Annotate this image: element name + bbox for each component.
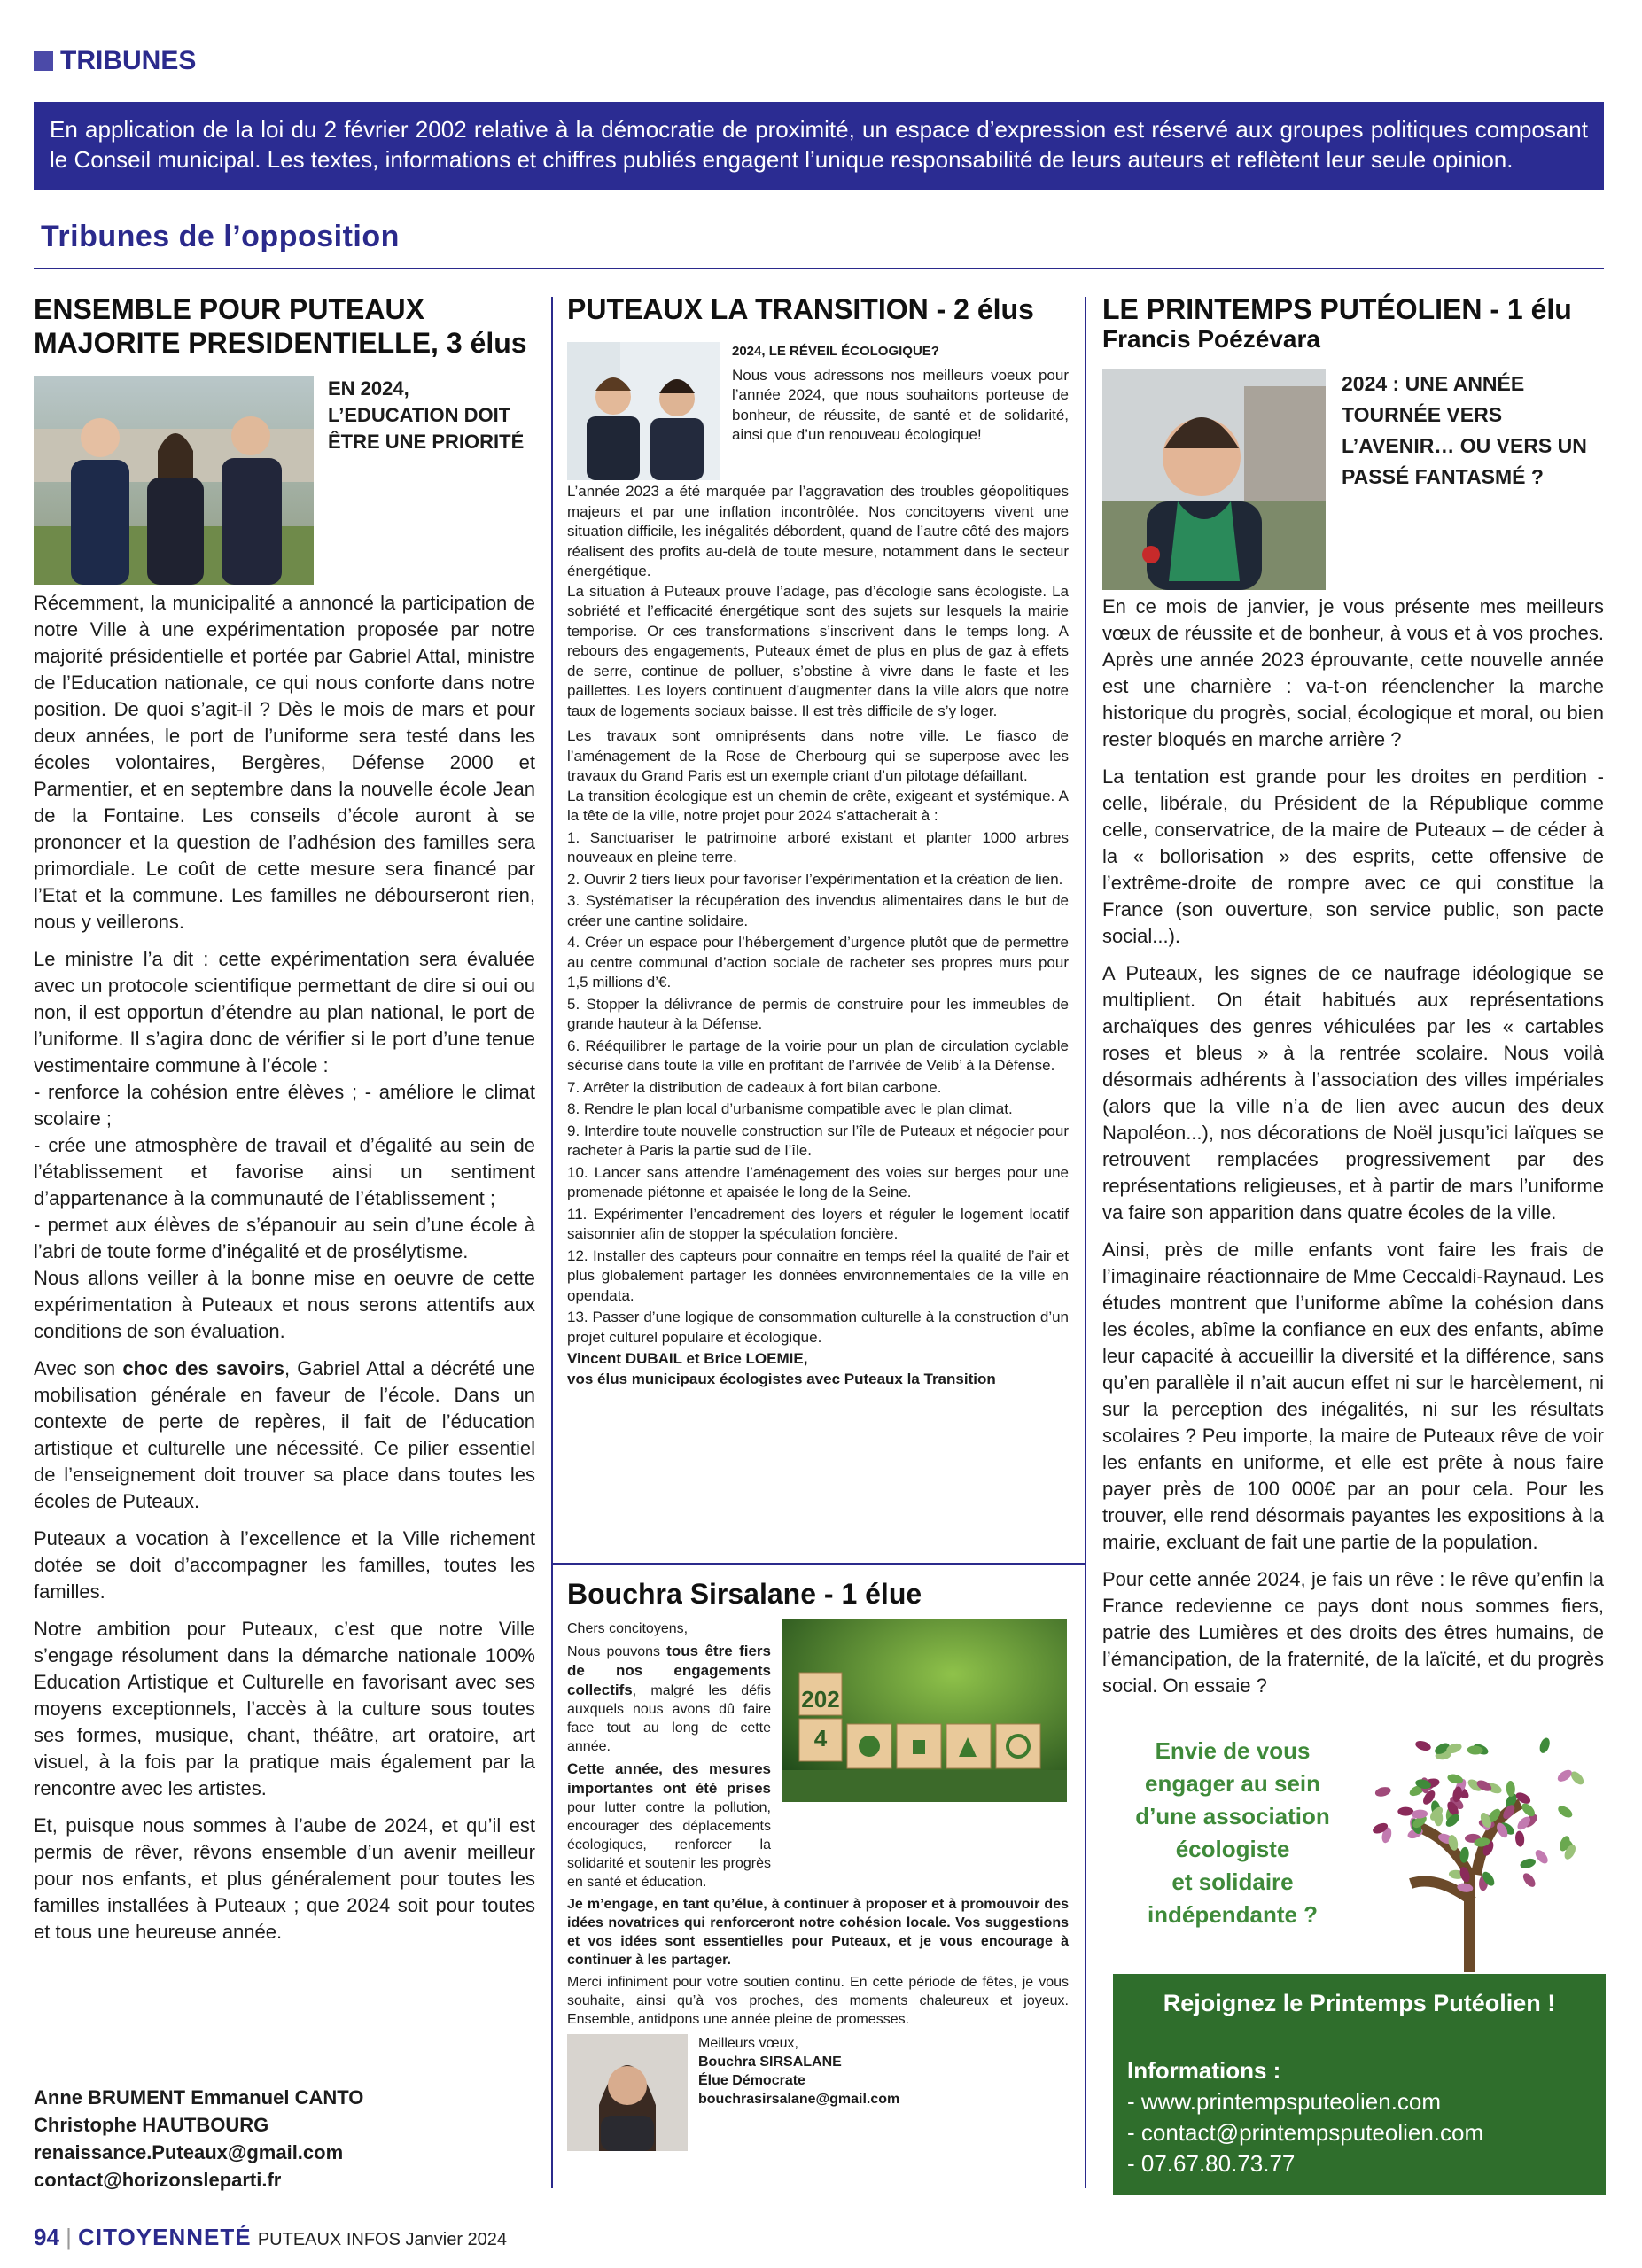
program-item: 4. Créer un espace pour l’hébergement d’urgence plutôt que de permettre au centre communal d’action sociale de racheter ses propres murs pour 1,5 millions d’€. [567, 934, 1069, 990]
tree-leaf [1519, 1857, 1537, 1870]
tree-leaf [1397, 1807, 1413, 1816]
signature-line: Christophe HAUTBOURG [34, 2114, 269, 2136]
ad-line: engager au sein [1145, 1770, 1320, 1797]
col1-paragraph: Puteaux a vocation à l’excellence et la Ville richement dotée se doit d’accompagner les familles, toutes les familles. [34, 1527, 535, 1603]
column-transition [567, 292, 1069, 1389]
col1-paragraph: Et, puisque nous sommes à l’aube de 2024, et qu’il est permis de rêver, rêvons ensemble d’un avenir meilleur pour nos enfants, et plus généralement pour toutes les familles installées à Puteaux ; que 2024 soit pour toutes et tous une heureuse année. [34, 1814, 535, 1943]
page-number: 94 [34, 2224, 59, 2250]
col1-paragraph: - renforce la cohésion entre élèves ; - améliore le climat scolaire ; [34, 1081, 535, 1130]
website-link[interactable]: - www.printempsputeolien.com [1127, 2088, 1442, 2115]
tree-leaf [1538, 1736, 1552, 1754]
program-item: 3. Systématiser la récupération des invendus alimentaires dans le but de créer une cantine solidaire. [567, 892, 1069, 929]
tree-leaf [1521, 1871, 1537, 1889]
program-item: 6. Rééquilibrer le partage de la voirie pour un plan de circulation cyclable sécurisé dans toute la ville en profitant de l’arrivée de Velib’ à la Défense. [567, 1037, 1069, 1074]
program-item: 10. Lancer sans attendre l’aménagement des voies sur berges pour une promenade piétonne et apaisée le long de la Seine. [567, 1163, 1069, 1200]
column-bouchra [567, 1577, 1069, 2151]
footer-section: CITOYENNETÉ [78, 2224, 252, 2250]
text-run-bold: choc des savoirs [122, 1357, 284, 1379]
program-item: 7. Arrêter la distribution de cadeaux à fort bilan carbone. [567, 1078, 942, 1096]
text-run: Avec son [34, 1357, 123, 1379]
column-ensemble [34, 292, 535, 1956]
ad-question [1122, 1735, 1343, 1931]
tree-leaf [1556, 1804, 1575, 1820]
tree-icon [1361, 1724, 1591, 1972]
col1-paragraph: Le ministre l’a dit : cette expérimentation sera évaluée avec un protocole scientifique permettant de dire si oui ou non, il est opportun d’étendre au plan national, le port de l’uniforme. Il s’agira donc de vérifier si le port d’une tenue vestimentaire commune à l’école : [34, 948, 535, 1076]
col2b-paragraph: Merci infiniment pour votre soutien continu. En cette période de fêtes, je vous souhaite, ainsi qu’à vos proches, des moments chaleureux et joyeux. Ensemble, antidpons une année pleine de promesses. [567, 1975, 1069, 2027]
square-icon [34, 51, 53, 71]
col3-paragraph: Pour cette année 2024, je fais un rêve : le rêve qu’enfin la France redevienne ce pays dont nous sommes fiers, patrie des Lumières et des droits des êtres humains, de l’émancipation, de la fraternité, de la laïcité, et du progrès social. On essaie ? [1102, 1568, 1604, 1697]
footer-publication: PUTEAUX INFOS Janvier 2024 [257, 2230, 508, 2249]
signature-line: Élue Démocrate [698, 2073, 805, 2088]
text-run: pour lutter contre la pollution, encourager des déplacements écologiques, renforcer la solidarité et soutenir les progrès en santé et éducation. [567, 1800, 771, 1890]
cube-year-label: 2024 [801, 1686, 840, 1751]
ad-info [1127, 2055, 1483, 2179]
program-item: 9. Interdire toute nouvelle construction sur l’île de Puteaux et négocier pour racheter à Paris la partie sud de l’île. [567, 1122, 1069, 1159]
ad-line: Envie de vous [1155, 1737, 1311, 1764]
col1-kicker: EN 2024, L’EDUCATION DOIT ÊTRE UNE PRIORITÉ [328, 377, 525, 453]
francis-portrait [1102, 369, 1326, 590]
column-printemps [1102, 292, 1604, 1710]
ad-contact-box [1113, 1974, 1606, 2195]
ad-line: indépendante ? [1147, 1901, 1319, 1928]
col1-paragraph: - crée une atmosphère de travail et d’égalité au sein de l’établissement et favorise ainsi un sentiment d’appartenance à la communauté de l’établissement ; [34, 1134, 535, 1209]
col1-title: ENSEMBLE POUR PUTEAUX [34, 293, 424, 325]
signature-line: Vincent DUBAIL et Brice LOEMIE, [567, 1350, 808, 1367]
program-item: 5. Stopper la délivrance de permis de construire pour les immeubles de grande hauteur à la Défense. [567, 995, 1069, 1032]
col1-paragraph: Nous allons veiller à la bonne mise en oeuvre de cette expérimentation à Puteaux et nous serons attentifs aux conditions de son évaluation. [34, 1267, 535, 1342]
col3-author: Francis Poézévara [1102, 325, 1320, 353]
col3-paragraph: La tentation est grande pour les droites en perdition - celle, libérale, du Président de la République comme celle, conservatrice, de la maire de Puteaux – de céder à la « bollorisation » des esprits, cette offensive de l’extrême-droite de rompre avec ce qui constitue la France (son ouverture, son service public, son pacte social...). [1102, 765, 1604, 947]
duo-photo [567, 342, 720, 480]
text-run-bold: tous être fiers de nos engagements collectifs [567, 1643, 771, 1698]
phone-link[interactable]: - 07.67.80.73.77 [1127, 2150, 1296, 2177]
bouchra-portrait [567, 2034, 688, 2151]
divider [551, 1563, 1085, 1565]
ad-line: et solidaire [1171, 1868, 1294, 1895]
col1-title-2: MAJORITE PRESIDENTIELLE, 3 élus [34, 327, 527, 359]
col2-paragraph: Les travaux sont omniprésents dans notre ville. Le fiasco de l’aménagement de la Rose de Cherbourg qui se superpose avec les travaux du Grand Paris est un exemple criant d’un pilotage défaillant. [567, 727, 1069, 784]
col2b-paragraph [567, 1642, 771, 1756]
program-list [567, 828, 1069, 1348]
ad-line: d’une association [1135, 1803, 1330, 1829]
section-label: TRIBUNES [60, 46, 197, 75]
ad-line: écologiste [1175, 1836, 1290, 1862]
text-run: , Gabriel Attal a décrété une mobilisation générale en faveur de l’école. Dans un contexte de perte de repères, il fait de l’éducation artistique et culturelle une nécessité. Ce pilier essentiel de l’enseignement doit trouver sa place dans toutes les écoles de Puteaux. [34, 1357, 535, 1512]
section-tag [34, 46, 196, 76]
greeting: Chers concitoyens, [567, 1621, 689, 1636]
text-run-bold: Cette année, des mesures importantes ont été prises [567, 1760, 771, 1797]
signature-line: vos élus municipaux écologistes avec Puteaux la Transition [567, 1370, 996, 1387]
col2-paragraph: Nous vous adressons nos meilleurs voeux pour l’année 2024, que nous souhaitons porteuse de bonheur, de réussite, de santé et de solidarité, ainsi que d’un renouveau écologique! [732, 366, 1069, 443]
col3-paragraph: Ainsi, près de mille enfants vont faire les frais de l’imaginaire réactionnaire de Mme Ceccaldi-Raynaud. Les études montrent que l’uniforme abîme la cohésion dans les écoles, abîme la confiance en eux des enfants, abîme leur capacité à accueillir la diversité et la différence, sans qu’en parallèle il n’ait aucun effet ni sur le harcèlement, ni sur la perception des inégalités, ni sur les résultats scolaires ? Peu importe, la maire de Puteaux rêve de voir les enfants en uniforme, et elle est prête à nous faire payer près de 100 000€ par an pour cela. Pour les trouver, elle rend désormais payantes les expositions à la mairie, excluant de fait une partie de la population. [1102, 1239, 1604, 1553]
program-item: 13. Passer d’une logique de consommation culturelle à la construction d’un projet culturel populaire et écologique. [567, 1309, 1069, 1346]
col2-paragraph: La transition écologique est un chemin de crête, exigeant et systémique. A la tête de la ville, notre projet pour 2024 s’attacherait à : [567, 787, 1069, 824]
signature-line: Anne BRUMENT Emmanuel CANTO [34, 2086, 364, 2109]
program-item: 8. Rendre le plan local d’urbanisme compatible avec le plan climat. [567, 1100, 1013, 1117]
ad-join: Rejoignez le Printemps Putéolien ! [1163, 1990, 1556, 2016]
divider [34, 268, 1604, 269]
col2-paragraph: La situation à Puteaux prouve l’adage, pas d’écologie sans écologiste. La sobriété et l’efficacité énergétique sont des sujets sur lesquels la mairie temporise. Or ces transformations s’inscrivent dans le temps long. A rebours des engagements, Puteaux émet de plus en plus de gaz à effets de serre, continue de polluer, s’obstine à vivre dans le faste et les paillettes. Les loyers continuent d’augmenter dans la ville alors que notre taux de logements sociaux baisse. Il est très difficile de s’y loger. [567, 582, 1069, 719]
col2-paragraph: L’année 2023 a été marquée par l’aggravation des troubles géopolitiques majeurs et par une inflation incontrôlée. Nos concitoyens vivent une situation difficile, les inégalités débordent, quand de l’autre côté des majors réalisent des profits au-delà de toute mesure, notamment dans le secteur énergétique. [567, 483, 1069, 579]
col2b-title: Bouchra Sirsalane - 1 élue [567, 1578, 922, 1610]
col1-paragraph: - permet aux élèves de s’épanouir au sein d’une école à l’abri de toute forme d’inégalité et de prosélytisme. [34, 1214, 535, 1262]
col2b-paragraph [567, 1759, 771, 1891]
cubes-photo [782, 1619, 1067, 1802]
ad-info-label: Informations : [1127, 2057, 1281, 2084]
col3-paragraph: A Puteaux, les signes de ce naufrage idéologique se multiplient. On était habitués aux représentations archaïques des genres véhiculées par les « cartables roses et bleus » à la rentrée scolaire. Nous voilà désormais adhérents à l’association des villes impériales (alors que la ville n’a de lien avec aucun des deux Napoléon...), nos décorations de Noël jusqu’ici laïques se retrouvent remplacées progressivement par des représentations religieuses, et à partir de mars l’uniforme va faire son apparition dans quatre écoles de la ville. [1102, 962, 1604, 1223]
program-item: 1. Sanctuariser le patrimoine arboré existant et planter 1000 arbres nouveaux en pleine terre. [567, 828, 1069, 866]
program-item: 2. Ouvrir 2 tiers lieux pour favoriser l’expérimentation et la création de lien. [567, 870, 1063, 888]
column-divider [1085, 297, 1086, 2188]
page-footer: 94 | CITOYENNETÉ PUTEAUX INFOS Janvier 2024 [34, 2224, 508, 2250]
tree-leaf [1556, 1767, 1575, 1783]
col3-title: LE PRINTEMPS PUTÉOLIEN - 1 élu [1102, 293, 1572, 325]
opposition-subtitle: Tribunes de l’opposition [41, 220, 400, 253]
tree-leaf [1514, 1830, 1525, 1847]
col1-paragraph [34, 1355, 535, 1515]
group-photo [34, 376, 314, 585]
col3-kicker: 2024 : UNE ANNÉE TOURNÉE VERS L’AVENIR… OU VERS UN PASSÉ FANTASMÉ ? [1342, 372, 1587, 488]
col2-kicker: 2024, LE RÉVEIL ÉCOLOGIQUE? [732, 344, 939, 359]
signature-line: Bouchra SIRSALANE [698, 2054, 842, 2070]
email-link[interactable]: bouchrasirsalane@gmail.com [698, 2092, 900, 2107]
tree-leaf [1374, 1785, 1392, 1798]
text-run: Nous pouvons [567, 1644, 667, 1659]
col1-paragraph: Notre ambition pour Puteaux, c’est que notre Ville s’engage résolument dans la démarche nationale 100% Education Artistique et Culturelle en favorisant avec ses moyens exceptionnels, l’accès à la culture sous toutes ses formes, musique, chant, théâtre, art oratoire, art visuel, à la fois par la pratique mais également par la rencontre avec les artistes. [34, 1618, 535, 1799]
email-link[interactable]: - contact@printempsputeolien.com [1127, 2119, 1484, 2146]
ad-top [1113, 1717, 1606, 1974]
legal-notice-banner: En application de la loi du 2 février 2002 relative à la démocratie de proximité, un espace d’expression est réservé aux groupes politiques composant le Conseil municipal. Les textes, informations et chiffres publiés engagent l’unique responsabilité de leurs auteurs et reflètent leur seule opinion. [34, 102, 1604, 190]
col3-paragraph: En ce mois de janvier, je vous présente mes meilleurs vœux de réussite et de bonheur, à vous et à vos proches. Après une année 2023 éprouvante, cette nouvelle année est une charnière : va-t-on réenclencher la marche historique du progrès, social, écologique et moral, ou bien rester bloqués en marche arrière ? [1102, 595, 1604, 750]
program-item: 12. Installer des capteurs pour connaitre en temps réel la qualité de l’air et plus globalement partager les données environnementales de la ville en opendata. [567, 1247, 1069, 1304]
column-divider [551, 297, 553, 2188]
tree-leaf [1533, 1848, 1550, 1866]
col1-signature [34, 2084, 535, 2194]
email-link[interactable]: renaissance.Puteaux@gmail.com [34, 2141, 344, 2163]
email-link[interactable]: contact@horizonsleparti.fr [34, 2169, 282, 2191]
signature-line: Meilleurs vœux, [698, 2036, 798, 2051]
col1-paragraph: Récemment, la municipalité a annoncé la participation de notre Ville à une expérimentation proposée par notre majorité présidentielle et portée par Gabriel Attal, ministre de l’Education nationale, ce qui nous conforte dans notre position. De quoi s’agit-il ? Dès le mois de mars et pour deux années, le port de l’uniforme sera testé dans les écoles volontaires, Bergères, Défense 2000 et Parmentier, et en septembre dans la nouvelle école Jean de la Fontaine. Les conseils d’école auront à se prononcer et la question de l’adhésion des familles sera primordiale. Le coût de cette mesure sera financé par l’Etat et la commune. Les familles ne débourseront rien, nous y veillerons. [34, 592, 535, 933]
col2-title: PUTEAUX LA TRANSITION - 2 élus [567, 293, 1034, 325]
tree-leaf [1414, 1739, 1432, 1752]
printemps-ad [1113, 1717, 1606, 2195]
text-run: , malgré les défis auxquels nous avons dû faire face tout au long de cette année. [567, 1683, 771, 1754]
program-item: 11. Expérimenter l’encadrement des loyers et réguler le logement locatif saisonnier afin de stopper la spéculation foncière. [567, 1205, 1069, 1242]
col2b-paragraph: Je m’engage, en tant qu’élue, à continuer à proposer et à promouvoir des idées novatrices qui renforceront notre cohésion locale. Vos suggestions et vos idées sont essentielles pour Puteaux, et je vous encourage à continuer à les partager. [567, 1897, 1069, 1968]
